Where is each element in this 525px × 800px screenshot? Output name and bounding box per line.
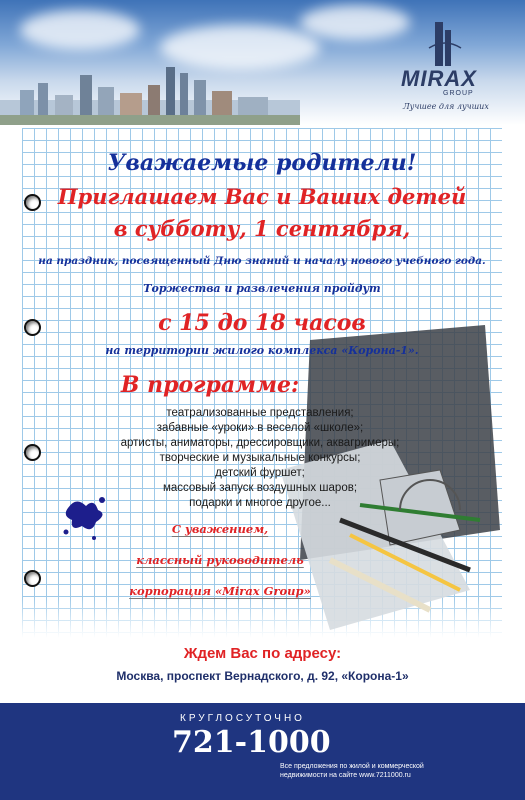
address-text: Москва, проспект Вернадского, д. 92, «Корона-1» xyxy=(116,669,409,683)
footer-band xyxy=(0,703,525,800)
location-text: на территории жилого комплекса «Корона-1». xyxy=(105,344,419,357)
program-title: В программе: xyxy=(120,372,300,398)
program-item: театрализованные представления; xyxy=(166,407,354,419)
address-heading: Ждем Вас по адресу: xyxy=(183,645,342,662)
program-item: массовый запуск воздушных шаров; xyxy=(162,482,358,494)
cloud-shape xyxy=(300,5,410,40)
footer-phone: 721-1000 xyxy=(172,725,331,760)
mirax-logo xyxy=(399,14,487,114)
signature-line: классный руководитель xyxy=(136,553,304,567)
occasion-text: на праздник, посвященный Дню знаний и началу нового учебного года. xyxy=(38,255,486,267)
binder-hole xyxy=(24,570,41,587)
cloud-shape xyxy=(20,10,140,50)
events-intro-text: Торжества и развлечения пройдут xyxy=(143,282,381,295)
event-time: с 15 до 18 часов xyxy=(158,310,366,336)
logo-tagline: Лучшее для лучших xyxy=(403,102,489,111)
logo-subtitle: GROUP xyxy=(443,90,474,97)
invite-date: в субботу, 1 сентября, xyxy=(113,216,411,241)
logo-wordmark: MIRAX xyxy=(401,66,477,91)
ink-blot-icon xyxy=(58,488,118,548)
header-banner xyxy=(0,0,525,125)
binder-hole xyxy=(24,444,41,461)
logo-tower-icon xyxy=(425,18,465,68)
city-skyline-image xyxy=(0,45,300,125)
program-item: подарки и многое другое... xyxy=(189,497,331,509)
program-item: творческие и музыкальные конкурсы; xyxy=(159,452,361,464)
program-item: забавные «уроки» в веселой «школе»; xyxy=(156,422,364,434)
signature-line: корпорация «Mirax Group» xyxy=(129,584,311,598)
footer-note: Все предложения по жилой и коммерческой недвижимости на сайте www.7211000.ru xyxy=(280,763,424,779)
greeting-heading: Уважаемые родители! xyxy=(107,150,417,176)
invite-line-1: Приглашаем Вас и Ваших детей xyxy=(57,184,467,209)
footer-label: КРУГЛОСУТОЧНО xyxy=(180,713,305,724)
program-item: детский фуршет; xyxy=(215,467,305,479)
signature-line: С уважением, xyxy=(171,522,269,536)
program-item: артисты, аниматоры, дрессировщики, аквагримеры; xyxy=(120,437,400,449)
